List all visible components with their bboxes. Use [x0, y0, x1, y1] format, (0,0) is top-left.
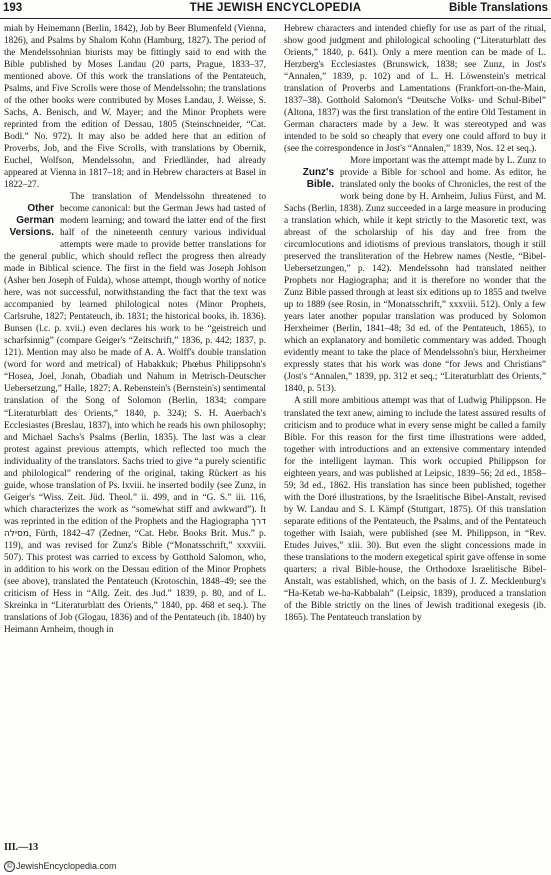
left-paragraph-2 — [4, 191, 266, 636]
page-footer — [0, 856, 551, 875]
running-title: THE JEWISH ENCYCLOPEDIA — [189, 2, 362, 14]
footer-site-text: JewishEncyclopedia.com — [16, 861, 117, 871]
left-paragraph-2-text: The translation of Mendelssohn threatened to become canonical: but the German Jews had tasted of modern learning; and toward the latter end of the first half of the nineteenth century various individual attempts were made to provide better translations for the general public, which should reflect the progress then already made in Biblical science. The first in the field was Joseph Johlson (Asher ben Joseph of Fulda), whose attempt, though worthy of notice here, was not successful, notwithstanding the fact that the text was accompanied by learned philological notes (Minor Prophets, Carlsruhe, 1827; Pentateuch, ib. 1831; the historical books, ib. 1836). Bunsen (l.c. p. xvii.) even declares his work to be “geistreich und scharfsinnig” (compare Geiger's “Zeitschrift,” 1836, p. 442; 1837, p. 121). Mention may also be made of A. A. Wolff's double translation (word for word and metrical) of Habakkuk; Phœbus Philippsohn's “Hosea, Joel, Jonah, Obadiah und Nahum in Metrisch-Deutscher Uebersetzung,” Halle, 1827; A. Rebenstein's (Bernstein's) sentimental translation of the Song of Solomon (Berlin, 1834; compare “Literaturblatt des Orients,” 1840, p. 324); S. H. Auerbach's Ecclesiastes (Breslau, 1837), into which he reads his own philosophy; and Michael Sachs's Psalms (Berlin, 1835). The last was a clear protest against previous attempts, which reflected too much the individuality of the translators. Sachs tried to give “a purely scientific and philological” rendering of the original, taking Rückert as his guide, whose translation of Ps. lxviii. he inserted bodily (see Zunz, in Geiger's “Wiss. Zeit. Jüd. Theol.” ii. 499, and in “G. S.” iii. 116, which characterizes the work as “somewhat stiff and awkward”). It was reprinted in the edition of the Prophets and the Hagiographa — [4, 192, 266, 527]
page-number: 193 — [3, 2, 23, 14]
right-column — [284, 23, 546, 853]
left-paragraph-2-tail: , Fürth, 1842–47 (Zedner, “Cat. Hebr. Books Brit. Mus.” p. 119), and was revised for Zunz's Bible (“Monatsschrift,” xxxviii. 507). This protest was carried to excess by Gotthold Salomon, who, in addition to his work on the Dessau edition of the Minor Prophets (see above), translated the Pentateuch (Krotoschin, 1848–49; see the criticism of Hess in “Allg. Zeit. des Jud.” 1839, p. 80, and of L. Skreinka in “Literaturblatt des Orients,” 1840, pp. 468 et seq.). The translations of Job (Glogau, 1836) and of the Pentateuch (ib. 1840) by Heimann Arnheim, though in — [4, 528, 266, 635]
right-paragraph-2-text: More important was the attempt made by L. Zunz to provide a Bible for school and home. As editor, he translated only the books of Chronicles, the rest of the work being done by H. Arnheim, Julius Fürst, and M. Sachs (Berlin, 1838). Zunz succeeded in a large measure in producing a translation which, while it kept strictly to the Masoretic text, was abreast of the scholarship of his day and free from the circumlocutions and idiotisms of previous translators, though it still preserved the transliteration of the Hebrew names (Nestle, “Bibel-Uebersetzungen,” p. 142). Mendelssohn had translated neither Prophets nor Hagiographa; and it is therefore no wonder that the Zunz Bible passed through at least six editions up to 1855 and twelve up to 1889 (see Rosin, in “Monatsschrift,” xxxviii. 512). Only a few years later another popular translation was produced by Solomon Herxheimer (Berlin, 1841–48; 3d ed. of the Pentateuch, 1865), to which an explanatory and homiletic commentary was added. Though evidently meant to take the place of Mendelssohn's biur, Herxheimer expressly states that his work was done “for Jews and Christians” (Jost's “Annalen,” 1839, pp. 312 et seq.; “Literaturblatt des Orients,” 1840, p. 513). — [284, 156, 546, 395]
right-paragraph-2 — [284, 155, 546, 395]
side-heading-zunz-bible: Zunz's Bible. — [302, 167, 334, 191]
hebrew-title: דרך מסילה — [4, 516, 266, 539]
footer-site-link[interactable] — [4, 861, 117, 872]
signature-mark: III.—13 — [4, 842, 39, 853]
left-paragraph-1: miah by Heinemann (Berlin, 1842), Job by Beer Blumenfeld (Vienna, 1826), and Psalms by Shalom Kohn (Hamburg, 1827). The period of the Mendelssohnian biurists may be fittingly said to end with the Bible published by Moses Landau (20 parts, Prague, 1833–37, mentioned above. Of this work the translations of the Pentateuch, Psalms, and Five Scrolls were those of Mendelssohn; the translations of the other books were contributed by Moses Landau, J. Weisse, S. Sachs, A. Benisch, and W. Mayer; and the Minor Prophets were reprinted from the edition of Dessau, 1805 (Steinschneider, “Cat. Bodl.” No. 972). It may also be added here that an edition of Proverbs, Job, and the Five Scrolls, with translations by Obernik, Euchel, Wolfson, Mendelssohn, and Friedländer, had already appeared at Vienna in 1817–18; and in Hebrew characters at Basel in 1822–27. — [4, 24, 266, 191]
page-header — [0, 0, 551, 19]
copyright-icon: © — [4, 861, 15, 872]
side-heading-other-german-versions: Other German Versions. — [9, 203, 54, 239]
left-column — [4, 23, 266, 853]
right-paragraph-1: Hebrew characters and intended chiefly for use as part of the ritual, show good judgment and philological schooling (“Literaturblatt des Orients,” 1840, p. 641). Only a mere mention can be made of L. Herzberg's Ecclesiastes (Brunswick, 1838; see Zunz, in Jost's “Annalen,” 1839, p. 102) and of L. H. Löwenstein's metrical translation of Proverbs and Lamentations (Frankfort-on-the-Main, 1837–38). Gotthold Salomon's “Deutsche Volks- und Schul-Bibel” (Altona, 1837) was the first translation of the entire Old Testament in German characters made by a Jew. It was stereotyped and was intended to be sold so cheaply that every one could afford to buy it (see the correspondence in Jost's “Annalen,” 1839, Nos. 12 et seq.). — [284, 24, 546, 155]
section-title: Bible Translations — [448, 2, 548, 14]
right-paragraph-3: A still more ambitious attempt was that of Ludwig Philippson. He translated the text anew, aiming to include the latest assured results of criticism and to produce what in every sense might be called a family Bible. For this reason for the first time illustrations were added, together with introductions and an extensive commentary intended for the intelligent layman. This work occupied Philippson for eighteen years, and was published at Leipsic, 1839–56; 2d ed., 1858–59; 3d ed., 1862. His translation has since been published, together with the Doré illustrations, by the Israelitische Bibel-Anstalt, revised by W. Landau and S. I. Kämpf (Stuttgart, 1875). Of this translation separate editions of the Pentateuch, the Psalms, and of the Pentateuch together with Isaiah, were published (see M. Philippson, in “Rev. Etudes Juives,” xlii. 30). But even the slight concessions made in these translations to the modern exegetical spirit gave offense in some quarters; a rival Bible-house, the Orthodoxe Israelitische Bibel-Anstalt, was established, which, on the basis of J. Z. Mecklenburg's “Ha-Ketab we-ha-Kabbalah” (Leipsic, 1839), produced a translation of the Bible strictly on the lines of Jewish traditional exegesis (ib. 1865). The Pentateuch translation by — [284, 396, 546, 623]
